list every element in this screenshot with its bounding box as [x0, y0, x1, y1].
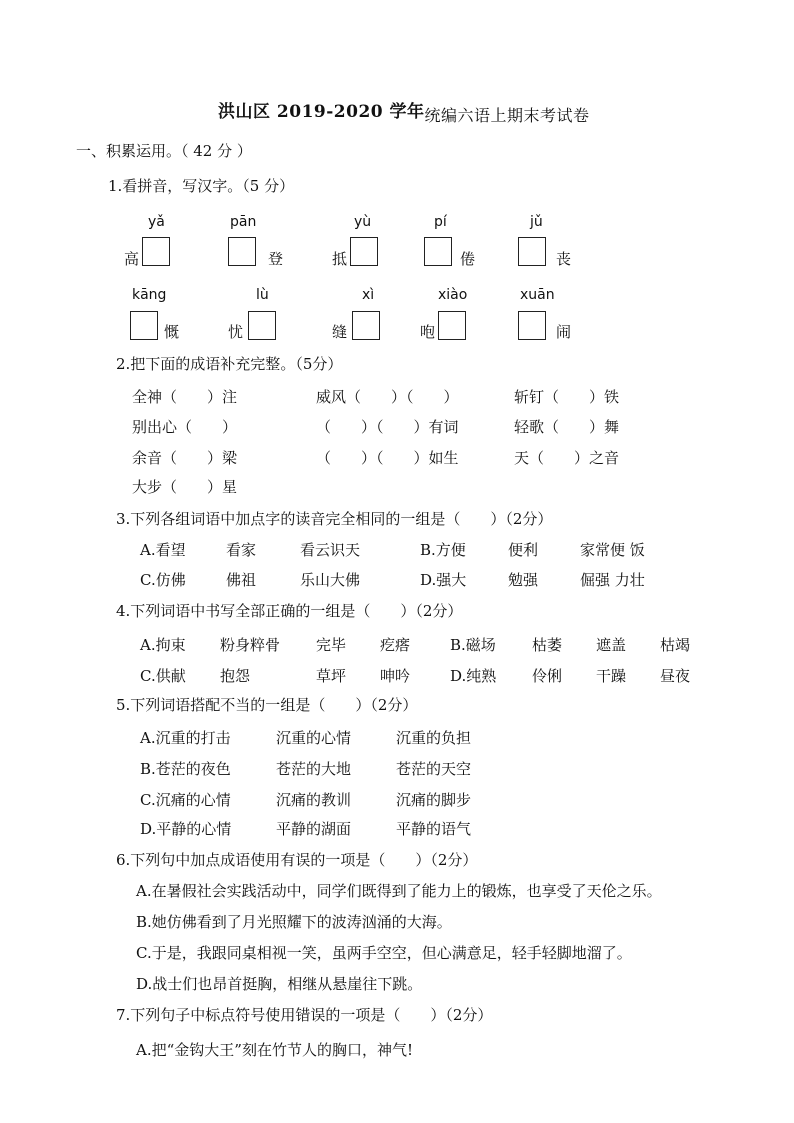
- option-text: 沉重的心情: [276, 729, 352, 747]
- q1-label: 1.看拼音，写汉字。（5 分）: [108, 177, 295, 195]
- option-text: 佛祖: [226, 571, 257, 589]
- option-text: D.强大: [420, 571, 467, 589]
- char: 抵: [332, 250, 348, 268]
- char: 缝: [332, 323, 348, 341]
- char: 闹: [556, 323, 572, 341]
- option-text: A.沉重的打击: [140, 729, 231, 747]
- title-sub: 统编六语上期末考试卷: [424, 106, 590, 125]
- char: 倦: [460, 250, 476, 268]
- answer-box[interactable]: [248, 311, 276, 340]
- option-text: C.沉痛的心情: [140, 791, 231, 809]
- option-text: A.看望: [140, 541, 186, 559]
- answer-box[interactable]: [130, 311, 158, 340]
- option-text: B.方便: [420, 541, 466, 559]
- option-text: 疙瘩: [380, 636, 411, 654]
- option-text: 倔强 力壮: [580, 571, 645, 589]
- answer-box[interactable]: [228, 237, 256, 266]
- option-text: 呻吟: [380, 667, 411, 685]
- option-text: 完毕: [316, 636, 347, 654]
- idiom-item: 余音（ ）梁: [132, 449, 238, 467]
- option-text: 家常便 饭: [580, 541, 645, 559]
- answer-box[interactable]: [438, 311, 466, 340]
- option-text: B.她仿佛看到了月光照耀下的波涛汹涌的大海。: [136, 913, 452, 931]
- pinyin: xuān: [520, 287, 555, 303]
- char: 登: [268, 250, 284, 268]
- option-text: 沉痛的教训: [276, 791, 352, 809]
- option-text: 苍茫的天空: [396, 760, 472, 778]
- idiom-item: 斩钉（ ）铁: [514, 388, 620, 406]
- idiom-item: （ ）（ ）如生: [316, 449, 459, 467]
- idiom-item: 轻歌（ ）舞: [514, 418, 620, 436]
- option-text: A.拘束: [140, 636, 186, 654]
- q6-label: 6.下列句中加点成语使用有误的一项是（ ）（2分）: [116, 851, 478, 869]
- idiom-item: 大步（ ）星: [132, 478, 238, 496]
- char: 丧: [556, 250, 572, 268]
- option-text: C.于是，我跟同桌相视一笑，虽两手空空，但心满意足，轻手轻脚地溜了。: [136, 944, 632, 962]
- option-text: 枯萎: [532, 636, 563, 654]
- option-text: B.苍茫的夜色: [140, 760, 231, 778]
- option-text: 枯竭: [660, 636, 691, 654]
- option-text: 沉重的负担: [396, 729, 472, 747]
- answer-box[interactable]: [142, 237, 170, 266]
- option-text: 乐山大佛: [300, 571, 361, 589]
- option-text: C.仿佛: [140, 571, 186, 589]
- option-text: 干躁: [596, 667, 627, 685]
- pinyin: kāng: [132, 287, 167, 303]
- idiom-item: 全神（ ）注: [132, 388, 238, 406]
- answer-box[interactable]: [350, 237, 378, 266]
- option-text: 粉身粹骨: [220, 636, 281, 654]
- pinyin: lù: [256, 287, 269, 303]
- option-text: 便利: [508, 541, 539, 559]
- char: 高: [124, 250, 140, 268]
- q3-label: 3.下列各组词语中加点字的读音完全相同的一组是（ ）（2分）: [116, 510, 553, 528]
- option-text: D.战士们也昂首挺胸，相继从悬崖往下跳。: [136, 975, 423, 993]
- option-text: 平静的湖面: [276, 820, 352, 838]
- option-text: A.把“金钩大王”刻在竹节人的胸口，神气!: [136, 1041, 413, 1059]
- q5-label: 5.下列词语搭配不当的一组是（ ）（2分）: [116, 696, 418, 714]
- option-text: A.在暑假社会实践活动中，同学们既得到了能力上的锻炼，也享受了天伦之乐。: [136, 882, 662, 900]
- idiom-item: 威风（ ）（ ）: [316, 388, 459, 406]
- idiom-item: 天（ ）之音: [514, 449, 620, 467]
- pinyin: xiào: [438, 287, 468, 303]
- char: 慨: [164, 323, 180, 341]
- option-text: 苍茫的大地: [276, 760, 352, 778]
- section-heading: 一、积累运用。（ 42 分 ）: [76, 142, 252, 160]
- option-text: 看云识天: [300, 541, 361, 559]
- pinyin: jǔ: [530, 214, 543, 230]
- q2-label: 2.把下面的成语补充完整。（5分）: [116, 355, 343, 373]
- option-text: 勉强: [508, 571, 539, 589]
- idiom-item: （ ）（ ）有词: [316, 418, 459, 436]
- answer-box[interactable]: [424, 237, 452, 266]
- option-text: B.磁场: [450, 636, 496, 654]
- title-main: 洪山区 2019-2020 学年: [218, 102, 425, 122]
- answer-box[interactable]: [518, 311, 546, 340]
- option-text: D.纯熟: [450, 667, 497, 685]
- option-text: 沉痛的脚步: [396, 791, 472, 809]
- option-text: D.平静的心情: [140, 820, 232, 838]
- option-text: 抱怨: [220, 667, 251, 685]
- char: 忧: [228, 323, 244, 341]
- q4-label: 4.下列词语中书写全部正确的一组是（ ）（2分）: [116, 602, 463, 620]
- option-text: 伶俐: [532, 667, 563, 685]
- option-text: 平静的语气: [396, 820, 472, 838]
- option-text: 昼夜: [660, 667, 691, 685]
- option-text: 看家: [226, 541, 257, 559]
- idiom-item: 别出心（ ）: [132, 418, 238, 436]
- option-text: 遮盖: [596, 636, 627, 654]
- answer-box[interactable]: [518, 237, 546, 266]
- pinyin: xì: [362, 287, 375, 303]
- char: 咆: [420, 323, 436, 341]
- q7-label: 7.下列句子中标点符号使用错误的一项是（ ）（2分）: [116, 1006, 493, 1024]
- pinyin: pí: [434, 214, 447, 230]
- answer-box[interactable]: [352, 311, 380, 340]
- pinyin: yǎ: [148, 214, 165, 230]
- option-text: C.供献: [140, 667, 186, 685]
- pinyin: pān: [230, 214, 257, 230]
- pinyin: yù: [354, 214, 372, 230]
- page-title: [218, 97, 590, 125]
- option-text: 草坪: [316, 667, 347, 685]
